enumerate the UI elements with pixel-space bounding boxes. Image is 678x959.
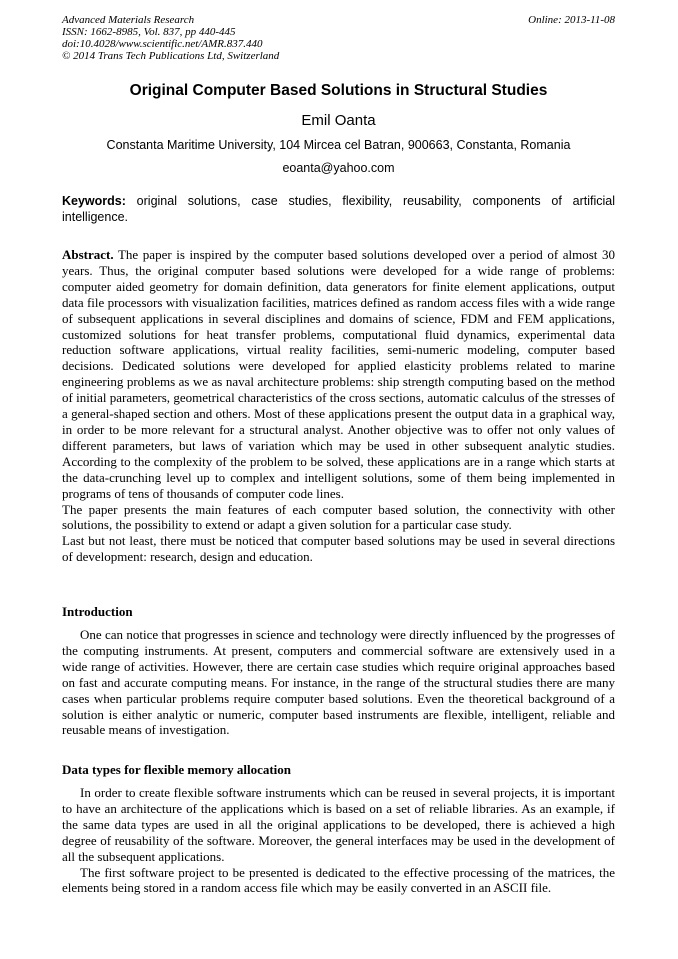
introduction-heading: Introduction — [62, 604, 133, 619]
author-affiliation: Constanta Maritime University, 104 Mircea cel Batran, 900663, Constanta, Romania — [106, 138, 571, 152]
introduction-body — [62, 627, 615, 738]
introduction-paragraph-1: One can notice that progresses in science and technology were directly influenced by the progresses of the computing instruments. At present, computers and commercial software are extensively used in a wide range of activities. However, there are certain case studies which require original approaches based on fast and accurate computing means. For instance, in the range of the structural studies there are many cases when particular problems require computer based solutions. Even the theoretical background of a solution is either analytic or numeric, computer based instruments are flexible, intelligent, reliable and reusable means of investigation. — [62, 627, 615, 738]
keywords-block — [62, 194, 615, 225]
abstract-label: Abstract. — [62, 247, 114, 262]
issn-line: ISSN: 1662-8985, Vol. 837, pp 440-445 — [62, 26, 236, 38]
abstract-paragraph-1 — [62, 247, 615, 502]
copyright-line: © 2014 Trans Tech Publications Ltd, Switzerland — [62, 50, 280, 62]
author-name: Emil Oanta — [301, 112, 376, 129]
data-types-paragraph-2: The first software project to be presented is dedicated to the effective processing of the matrices, the elements being stored in a random access file which may be easily converted in an ASCII file. — [62, 864, 615, 896]
data-types-paragraph-1: In order to create flexible software instruments which can be reused in several projects, it is important to have an architecture of the applications which is based on a set of reliable libraries. As an example, if the same data types are used in all the original applications to be developed, there is achieved a high degree of reusability of the software. Moreover, the general interfaces may be used in the development of all the subsequent applications. — [62, 785, 615, 864]
abstract-text-1: The paper is inspired by the computer based solutions developed over a period of almost 30 years. Thus, the original computer based solutions were developed for a wide range of problems: computer aided geometry for domain definition, data generators for finite element applications, output data file processors with visualization facilities, matrices defined as random access files with a wide range of subsequent applications in several disciplines and domains of science, FDM and FEM applications, customized solutions for heat transfer problems, computational fluid dynamics, experimental data reduction software applications, virtual reality facilities, semi-numeric modeling, computer based decisions. Dedicated solutions were developed for applied elasticity problems related to marine engineering problems as we as naval architecture problems: ship strength computing based on the method of initial parameters, geometrical characteristics of the cross sections, automatic calculus of the stresses of a general-shaped section and others. Most of these applications present the output data in a graphical way, in order to be more relevant for a structural analyst. Another objective was to offer not only values of different parameters, but laws of variation which may be used in other subsequent analytic studies. According to the complexity of the problem to be solved, these applications are in a range which starts at the data-crunching level up to complex and intelligent solutions, some of them being implemented in programs of tens of thousands of computer code lines. — [62, 247, 615, 501]
online-date: Online: 2013-11-08 — [528, 14, 615, 26]
journal-name: Advanced Materials Research — [62, 14, 195, 26]
doi-line: doi:10.4028/www.scientific.net/AMR.837.440 — [62, 38, 263, 50]
paper-title: Original Computer Based Solutions in Structural Studies — [129, 82, 548, 99]
data-types-body — [62, 785, 615, 896]
abstract-block — [62, 247, 615, 565]
abstract-paragraph-3: Last but not least, there must be noticed that computer based solutions may be used in several directions of development: research, design and education. — [62, 533, 615, 565]
abstract-paragraph-2: The paper presents the main features of each computer based solution, the connectivity with other solutions, the possibility to extend or adapt a given solution for a particular case study. — [62, 501, 615, 533]
author-email: eoanta@yahoo.com — [282, 161, 395, 175]
data-types-heading: Data types for flexible memory allocation — [62, 762, 292, 777]
journal-header — [62, 14, 615, 62]
keywords-text: original solutions, case studies, flexibility, reusability, components of artificial intelligence. — [62, 194, 615, 224]
keywords-label: Keywords: — [62, 194, 126, 208]
